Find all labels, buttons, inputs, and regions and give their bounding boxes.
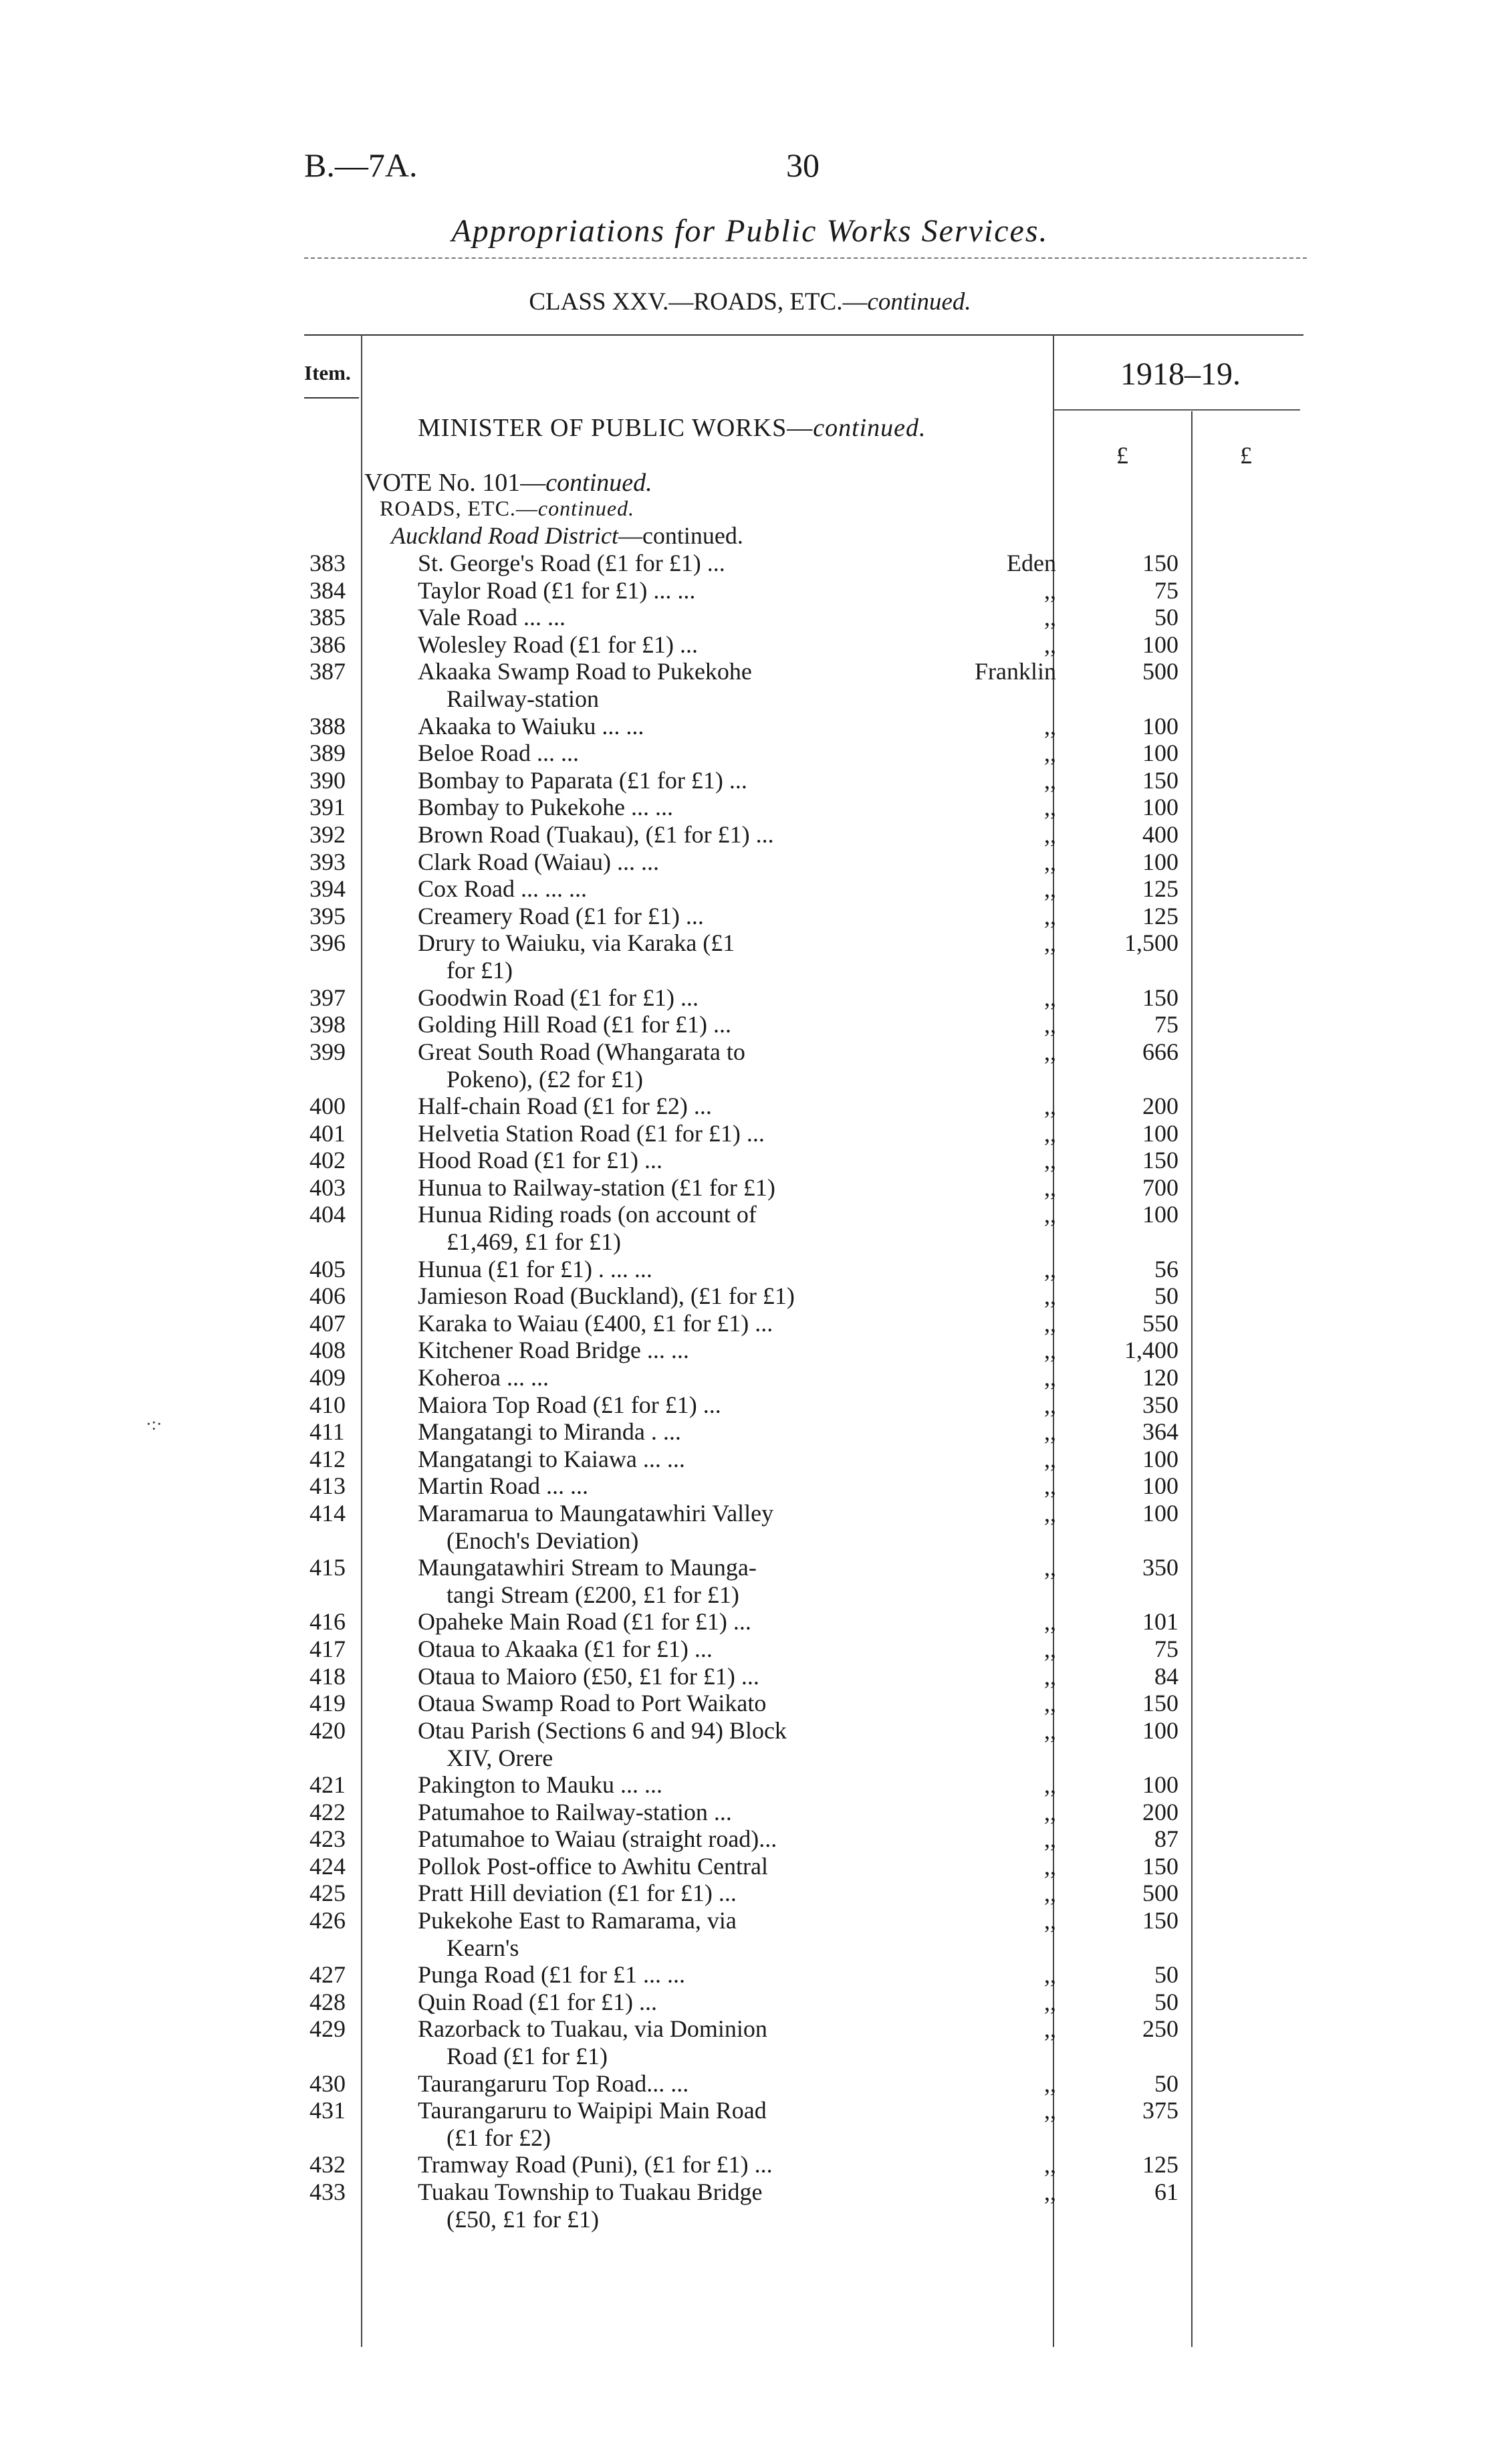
item-description: Cox Road ... ... ... [418,875,588,902]
item-number: 414 [309,1500,346,1527]
amount: 101 [1142,1608,1178,1635]
page-number: 30 [786,146,820,184]
table-row [0,1717,1500,1771]
item-number: 404 [309,1201,346,1228]
amount: 1,500 [1124,929,1178,956]
item-number: 386 [309,631,346,658]
item-number: 392 [309,821,346,848]
item-number: 395 [309,903,346,929]
district-heading [391,522,743,550]
item-header-rule [304,397,359,399]
item-number: 400 [309,1093,346,1119]
item-number: 410 [309,1391,346,1418]
page-title: Appropriations for Public Works Services. [451,213,1049,249]
table-row [0,1011,1500,1038]
item-description: Bombay to Paparata (£1 for £1) ... [418,767,747,794]
pound-sign-column-2: £ [1240,442,1252,469]
item-description: Maramarua to Maungatawhiri Valley [418,1500,774,1527]
amount: 250 [1142,2015,1178,2042]
item-description: Punga Road (£1 for £1 ... ... [418,1961,685,1988]
item-number: 420 [309,1717,346,1744]
item-description: Maungatawhiri Stream to Maunga- [418,1554,757,1581]
electorate: ,, [1044,1011,1056,1038]
table-row [0,1825,1500,1853]
table-row [0,984,1500,1012]
table-row [0,1853,1500,1880]
electorate: ,, [1044,1256,1056,1282]
item-description: Beloe Road ... ... [418,740,579,766]
electorate: ,, [1044,631,1056,658]
amount: 500 [1142,1880,1178,1906]
item-description: Akaaka to Waiuku ... ... [418,713,644,740]
table-row [0,631,1500,659]
table-row [0,1907,1500,1961]
item-description: Clark Road (Waiau) ... ... [418,849,660,875]
item-description-continuation: Road (£1 for £1) [447,2043,608,2069]
amount: 50 [1154,1989,1178,2015]
electorate: ,, [1044,2178,1056,2205]
electorate: ,, [1044,1282,1056,1309]
electorate: ,, [1044,1472,1056,1499]
item-description: Half-chain Road (£1 for £2) ... [418,1093,712,1119]
amount: 100 [1142,1771,1178,1798]
amount: 100 [1142,713,1178,740]
item-number: 428 [309,1989,346,2015]
item-column-header: Item. [304,361,351,384]
electorate: ,, [1044,1446,1056,1472]
title-rule [304,257,1307,259]
electorate: ,, [1044,1636,1056,1662]
amount: 150 [1142,1690,1178,1716]
amount: 100 [1142,849,1178,875]
item-number: 402 [309,1147,346,1173]
electorate: ,, [1044,1418,1056,1445]
item-description-continuation: £1,469, £1 for £1) [447,1228,621,1255]
table-row [0,2015,1500,2069]
amount: 100 [1142,1717,1178,1744]
electorate: Franklin [975,658,1056,685]
table-row [0,1690,1500,1717]
table-row [0,1472,1500,1500]
table-row [0,1500,1500,1554]
amount: 75 [1154,577,1178,604]
amount: 75 [1154,1636,1178,1662]
amount: 125 [1142,875,1178,902]
electorate: ,, [1044,2015,1056,2042]
amount: 350 [1142,1391,1178,1418]
table-row [0,1120,1500,1147]
roads-subheading-main: ROADS, ETC.— [380,496,538,520]
electorate: ,, [1044,1093,1056,1119]
item-description: Otau Parish (Sections 6 and 94) Block [418,1717,787,1744]
table-row [0,1771,1500,1799]
table-row [0,1663,1500,1690]
amount: 125 [1142,903,1178,929]
electorate: ,, [1044,604,1056,631]
electorate: ,, [1044,903,1056,929]
table-row [0,1418,1500,1446]
electorate: ,, [1044,1907,1056,1934]
electorate: Eden [1007,550,1056,576]
item-description: Mangatangi to Kaiawa ... ... [418,1446,685,1472]
item-description: Hunua (£1 for £1) . ... ... [418,1256,652,1282]
electorate: ,, [1044,1690,1056,1716]
item-number: 425 [309,1880,346,1906]
roads-subheading [380,496,634,521]
item-number: 385 [309,604,346,631]
item-description: Vale Road ... ... [418,604,566,631]
item-description: Karaka to Waiau (£400, £1 for £1) ... [418,1310,773,1337]
amount: 350 [1142,1554,1178,1581]
amount: 100 [1142,740,1178,766]
amount: 150 [1142,1147,1178,1173]
item-description-continuation: tangi Stream (£200, £1 for £1) [447,1581,739,1608]
item-description: Brown Road (Tuakau), (£1 for £1) ... [418,821,774,848]
item-number: 389 [309,740,346,766]
table-row [0,1147,1500,1174]
item-description-continuation: (£50, £1 for £1) [447,2206,599,2233]
item-number: 411 [309,1418,345,1445]
electorate: ,, [1044,821,1056,848]
item-description: Goodwin Road (£1 for £1) ... [418,984,699,1011]
electorate: ,, [1044,740,1056,766]
margin-mark: ·:· [146,1414,162,1434]
item-description: Quin Road (£1 for £1) ... [418,1989,657,2015]
table-row [0,577,1500,604]
amount: 50 [1154,604,1178,631]
amount: 150 [1142,984,1178,1011]
amount: 1,400 [1124,1337,1178,1363]
electorate: ,, [1044,1717,1056,1744]
electorate: ,, [1044,1771,1056,1798]
amount: 500 [1142,658,1178,685]
class-heading-continued: continued. [867,288,971,316]
table-row [0,1364,1500,1391]
item-description: Pollok Post-office to Awhitu Central [418,1853,769,1880]
amount: 150 [1142,550,1178,576]
item-number: 403 [309,1174,346,1201]
table-row [0,767,1500,794]
item-number: 390 [309,767,346,794]
item-description: Taurangaruru Top Road... ... [418,2070,689,2097]
item-number: 417 [309,1636,346,1662]
amount: 100 [1142,1472,1178,1499]
table-row [0,821,1500,849]
item-number: 398 [309,1011,346,1038]
table-row [0,1880,1500,1907]
table-row [0,794,1500,821]
item-number: 426 [309,1907,346,1934]
item-description: Tuakau Township to Tuakau Bridge [418,2178,763,2205]
electorate: ,, [1044,984,1056,1011]
item-number: 427 [309,1961,346,1988]
item-description: Martin Road ... ... [418,1472,588,1499]
item-number: 397 [309,984,346,1011]
item-description: Pukekohe East to Ramarama, via [418,1907,737,1934]
electorate: ,, [1044,2151,1056,2178]
pound-sign-column-1: £ [1116,442,1128,469]
table-row [0,658,1500,712]
item-number: 396 [309,929,346,956]
table-row [0,1201,1500,1255]
table-row [0,1256,1500,1283]
item-number: 433 [309,2178,346,2205]
item-description-continuation: (Enoch's Deviation) [447,1527,639,1554]
item-description: Jamieson Road (Buckland), (£1 for £1) [418,1282,795,1309]
item-description: Tramway Road (Puni), (£1 for £1) ... [418,2151,773,2178]
electorate: ,, [1044,1663,1056,1690]
item-number: 384 [309,577,346,604]
item-description: St. George's Road (£1 for £1) ... [418,550,725,576]
vote-heading-main: VOTE No. 101— [364,469,546,497]
table-row [0,1799,1500,1826]
item-number: 407 [309,1310,346,1337]
item-description: Razorback to Tuakau, via Dominion [418,2015,767,2042]
item-number: 431 [309,2097,346,2124]
table-row [0,1554,1500,1608]
item-description: Kitchener Road Bridge ... ... [418,1337,689,1363]
amount: 100 [1142,1446,1178,1472]
item-number: 413 [309,1472,346,1499]
electorate: ,, [1044,767,1056,794]
item-number: 429 [309,2015,346,2042]
table-row [0,2097,1500,2151]
electorate: ,, [1044,1799,1056,1825]
electorate: ,, [1044,1120,1056,1147]
amount: 375 [1142,2097,1178,2124]
district-heading-continued: —continued. [618,522,743,549]
item-number: 418 [309,1663,346,1690]
item-description: Maiora Top Road (£1 for £1) ... [418,1391,721,1418]
item-number: 399 [309,1038,346,1065]
minister-heading-main: MINISTER OF PUBLIC WORKS— [418,414,814,442]
electorate: ,, [1044,1853,1056,1880]
amount: 50 [1154,1961,1178,1988]
class-heading-main: CLASS XXV.—ROADS, ETC.— [529,288,868,316]
item-number: 430 [309,2070,346,2097]
amount: 364 [1142,1418,1178,1445]
electorate: ,, [1044,1880,1056,1906]
amount: 150 [1142,767,1178,794]
item-number: 394 [309,875,346,902]
item-number: 421 [309,1771,346,1798]
item-number: 405 [309,1256,346,1282]
table-row [0,1310,1500,1337]
table-row [0,929,1500,984]
electorate: ,, [1044,1337,1056,1363]
item-number: 406 [309,1282,346,1309]
table-row [0,1282,1500,1310]
table-row [0,903,1500,930]
table-row [0,550,1500,577]
item-number: 383 [309,550,346,576]
minister-heading [418,413,926,443]
electorate: ,, [1044,1961,1056,1988]
item-number: 432 [309,2151,346,2178]
electorate: ,, [1044,1391,1056,1418]
item-description: Otaua to Maioro (£50, £1 for £1) ... [418,1663,759,1690]
electorate: ,, [1044,713,1056,740]
electorate: ,, [1044,1147,1056,1173]
electorate: ,, [1044,1174,1056,1201]
table-row [0,2151,1500,2178]
item-description: Mangatangi to Miranda . ... [418,1418,681,1445]
amount: 400 [1142,821,1178,848]
table-row [0,1636,1500,1663]
amount: 75 [1154,1011,1178,1038]
item-description: Taurangaruru to Waipipi Main Road [418,2097,767,2124]
table-row [0,1093,1500,1120]
amount: 666 [1142,1038,1178,1065]
item-number: 408 [309,1337,346,1363]
roads-subheading-continued: continued. [537,496,635,520]
table-row [0,604,1500,631]
item-description-continuation: Pokeno), (£2 for £1) [447,1066,643,1093]
amount: 100 [1142,1500,1178,1527]
table-row [0,2178,1500,2233]
electorate: ,, [1044,929,1056,956]
item-description: Otaua Swamp Road to Port Waikato [418,1690,767,1716]
item-description: Otaua to Akaaka (£1 for £1) ... [418,1636,713,1662]
amount: 120 [1142,1364,1178,1391]
electorate: ,, [1044,1608,1056,1635]
amount: 84 [1154,1663,1178,1690]
item-number: 388 [309,713,346,740]
item-description-continuation: (£1 for £2) [447,2124,551,2151]
amount: 50 [1154,2070,1178,2097]
amount: 550 [1142,1310,1178,1337]
electorate: ,, [1044,1310,1056,1337]
year-column-header: 1918–19. [1120,356,1241,392]
amount: 100 [1142,1201,1178,1228]
amount: 100 [1142,794,1178,820]
table-row [0,1391,1500,1419]
electorate: ,, [1044,849,1056,875]
table-row [0,2070,1500,2098]
item-description: Patumahoe to Railway-station ... [418,1799,732,1825]
item-description-continuation: Kearn's [447,1934,519,1961]
item-number: 423 [309,1825,346,1852]
amount: 50 [1154,1282,1178,1309]
electorate: ,, [1044,1038,1056,1065]
item-description: Helvetia Station Road (£1 for £1) ... [418,1120,765,1147]
amount: 150 [1142,1853,1178,1880]
amount: 61 [1154,2178,1178,2205]
item-number: 391 [309,794,346,820]
item-description: Golding Hill Road (£1 for £1) ... [418,1011,731,1038]
electorate: ,, [1044,1825,1056,1852]
item-description: Opaheke Main Road (£1 for £1) ... [418,1608,751,1635]
class-heading [0,288,1500,316]
table-row [0,1038,1500,1093]
amount: 100 [1142,631,1178,658]
table-row [0,875,1500,903]
table-row [0,1174,1500,1202]
item-number: 409 [309,1364,346,1391]
electorate: ,, [1044,794,1056,820]
table-row [0,1337,1500,1364]
table-row [0,1608,1500,1636]
item-number: 419 [309,1690,346,1716]
item-number: 393 [309,849,346,875]
item-description: Hunua Riding roads (on account of [418,1201,757,1228]
item-description: Great South Road (Whangarata to [418,1038,745,1065]
item-description: Drury to Waiuku, via Karaka (£1 [418,929,735,956]
electorate: ,, [1044,1201,1056,1228]
item-description-continuation: Railway-station [447,685,599,712]
table-top-rule [304,334,1303,336]
table-row [0,713,1500,740]
electorate: ,, [1044,875,1056,902]
table-row [0,849,1500,876]
table-row [0,1989,1500,2016]
item-description-continuation: XIV, Orere [447,1745,553,1771]
amount: 125 [1142,2151,1178,2178]
item-description: Taylor Road (£1 for £1) ... ... [418,577,696,604]
item-description: Koheroa ... ... [418,1364,549,1391]
vote-heading [364,468,652,497]
table-row [0,1961,1500,1989]
item-description-continuation: for £1) [447,957,513,984]
item-description: Pratt Hill deviation (£1 for £1) ... [418,1880,737,1906]
item-description: Pakington to Mauku ... ... [418,1771,662,1798]
item-number: 401 [309,1120,346,1147]
item-number: 387 [309,658,346,685]
item-number: 422 [309,1799,346,1825]
electorate: ,, [1044,2070,1056,2097]
district-heading-main: Auckland Road District [391,522,618,549]
table-row [0,1446,1500,1473]
item-description: Wolesley Road (£1 for £1) ... [418,631,699,658]
item-number: 424 [309,1853,346,1880]
item-description: Creamery Road (£1 for £1) ... [418,903,704,929]
amount: 100 [1142,1120,1178,1147]
amount: 200 [1142,1799,1178,1825]
vote-heading-continued: continued. [545,469,652,497]
electorate: ,, [1044,1500,1056,1527]
item-description: Akaaka Swamp Road to Pukekohe [418,658,752,685]
amount: 150 [1142,1907,1178,1934]
item-description: Hood Road (£1 for £1) ... [418,1147,662,1173]
document-id: B.—7A. [304,146,418,184]
item-description: Patumahoe to Waiau (straight road)... [418,1825,777,1852]
item-number: 412 [309,1446,346,1472]
amount: 56 [1154,1256,1178,1282]
table-row [0,740,1500,767]
item-description: Hunua to Railway-station (£1 for £1) [418,1174,775,1201]
amount: 87 [1154,1825,1178,1852]
amount: 700 [1142,1174,1178,1201]
item-number: 415 [309,1554,346,1581]
electorate: ,, [1044,1989,1056,2015]
electorate: ,, [1044,1554,1056,1581]
electorate: ,, [1044,577,1056,604]
item-description: Bombay to Pukekohe ... ... [418,794,673,820]
electorate: ,, [1044,2097,1056,2124]
year-header-rule [1053,409,1300,411]
minister-heading-continued: continued. [813,414,926,442]
amount: 200 [1142,1093,1178,1119]
electorate: ,, [1044,1364,1056,1391]
item-number: 416 [309,1608,346,1635]
